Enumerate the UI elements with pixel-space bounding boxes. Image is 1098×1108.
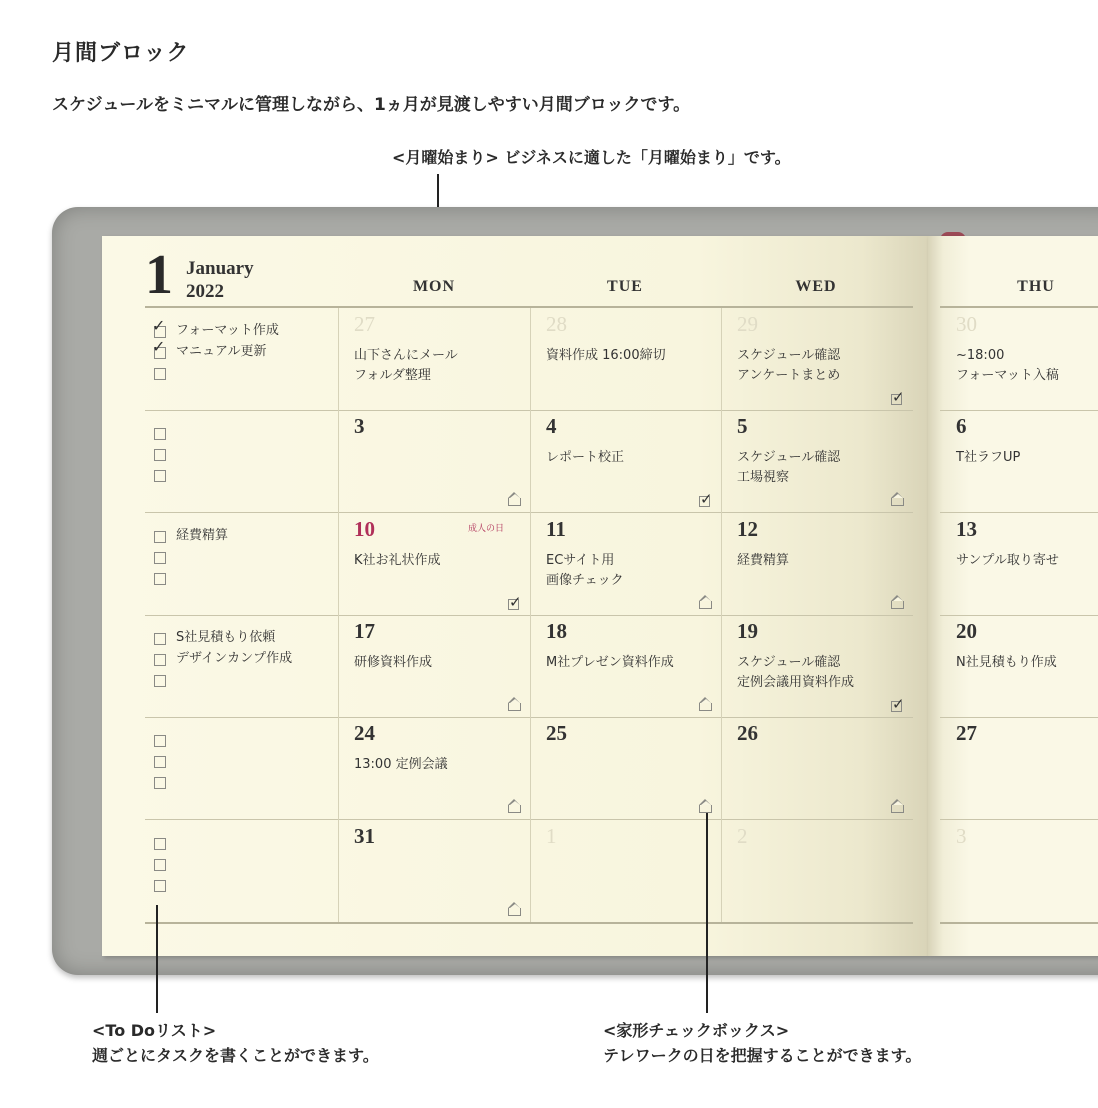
day-date: 4	[546, 414, 557, 438]
todo-checkbox[interactable]	[154, 573, 166, 585]
day-note: N社見積もり作成	[956, 655, 1057, 670]
todo-checkbox[interactable]	[154, 428, 166, 440]
week-rule-right	[940, 922, 1098, 924]
day-date: 27	[354, 312, 375, 336]
day-header-thu: THU	[1017, 278, 1055, 295]
todo-checkbox[interactable]	[154, 449, 166, 461]
house-checkbox-icon[interactable]	[508, 703, 521, 711]
day-note: ECサイト用 画像チェック	[546, 553, 624, 588]
house-checkbox-icon[interactable]	[699, 601, 712, 609]
day-date: 25	[546, 721, 567, 745]
day-date: 17	[354, 619, 375, 643]
day-date: 29	[737, 312, 758, 336]
day-note: レポート校正	[546, 450, 625, 465]
column-divider	[530, 308, 531, 922]
callout-line-house	[706, 813, 708, 1013]
todo-checkbox[interactable]	[154, 859, 166, 871]
todo-item: マニュアル更新	[176, 344, 267, 359]
todo-checkbox[interactable]	[154, 368, 166, 380]
day-note: K社お礼状作成	[354, 553, 441, 568]
day-date: 24	[354, 721, 375, 745]
header-rule-right	[940, 306, 1098, 308]
day-note: 資料作成 16:00締切	[546, 348, 666, 363]
day-note: ~18:00 フォーマット入稿	[956, 348, 1059, 383]
house-checkbox-icon[interactable]	[699, 703, 712, 711]
todo-checkbox[interactable]	[154, 777, 166, 789]
week-rule-right	[940, 410, 1098, 411]
day-date: 11	[546, 517, 566, 541]
week-rule-right	[940, 819, 1098, 820]
day-date: 31	[354, 824, 375, 848]
planner-right-page	[928, 236, 1098, 956]
day-note: 山下さんにメール フォルダ整理	[354, 348, 458, 383]
checkmark-icon: ✓	[892, 695, 905, 713]
week-rule	[145, 410, 913, 411]
week-rule	[145, 512, 913, 513]
house-checkbox-icon[interactable]	[891, 805, 904, 813]
day-date: 2	[737, 824, 748, 848]
day-header-wed: WED	[795, 278, 837, 295]
month-name: January	[186, 258, 254, 279]
checkmark-icon: ✓	[509, 593, 522, 611]
todo-item: デザインカンプ作成	[176, 651, 293, 666]
column-divider	[338, 308, 339, 922]
day-header-mon: MON	[412, 278, 456, 295]
house-checkbox-icon[interactable]	[508, 805, 521, 813]
telework-checkbox[interactable]	[891, 695, 905, 713]
day-date: 27	[956, 721, 977, 745]
day-date: 1	[546, 824, 557, 848]
todo-checkbox[interactable]	[154, 552, 166, 564]
week-rule	[145, 717, 913, 718]
day-note: 研修資料作成	[354, 655, 433, 670]
todo-item: S社見積もり依頼	[176, 630, 276, 645]
todo-item: フォーマット作成	[176, 323, 279, 338]
header-rule	[145, 306, 913, 308]
house-callout-title: <家形チェックボックス>	[603, 1021, 790, 1040]
day-date: 3	[956, 824, 967, 848]
week-rule	[145, 615, 913, 616]
day-date: 19	[737, 619, 758, 643]
day-note: T社ラフUP	[956, 450, 1021, 465]
column-divider	[721, 308, 722, 922]
day-note: スケジュール確認 アンケートまとめ	[737, 348, 841, 383]
holiday-label: 成人の日	[468, 524, 505, 534]
month-number: 1	[145, 244, 173, 306]
checkmark-icon: ✓	[700, 490, 713, 508]
house-checkbox-icon[interactable]	[891, 498, 904, 506]
todo-checkbox[interactable]	[154, 531, 166, 543]
checkmark-icon: ✓	[892, 388, 905, 406]
page-subtitle: スケジュールをミニマルに管理しながら、1ヵ月が見渡しやすい月間ブロックです。	[52, 95, 691, 115]
week-rule-right	[940, 615, 1098, 616]
week-rule	[145, 922, 913, 924]
house-checkbox-icon[interactable]	[508, 908, 521, 916]
day-date: 26	[737, 721, 758, 745]
day-date: 5	[737, 414, 748, 438]
house-checkbox-icon[interactable]	[508, 498, 521, 506]
day-date: 18	[546, 619, 567, 643]
day-note: 13:00 定例会議	[354, 757, 448, 772]
day-date: 10	[354, 517, 375, 541]
todo-checkbox[interactable]	[154, 675, 166, 687]
year-label: 2022	[186, 281, 224, 302]
todo-checkmark-icon: ✓	[152, 337, 166, 356]
week-rule	[145, 819, 913, 820]
todo-callout-title: <To Doリスト>	[92, 1021, 217, 1040]
house-callout-desc: テレワークの日を把握することができます。	[603, 1046, 922, 1065]
week-rule-right	[940, 512, 1098, 513]
day-header-tue: TUE	[607, 278, 643, 295]
day-note: スケジュール確認 工場視察	[737, 450, 841, 485]
day-note: M社プレゼン資料作成	[546, 655, 674, 670]
todo-checkbox[interactable]	[154, 756, 166, 768]
todo-checkbox[interactable]	[154, 735, 166, 747]
telework-checkbox[interactable]	[699, 490, 713, 508]
week-rule-right	[940, 717, 1098, 718]
day-date: 6	[956, 414, 967, 438]
todo-checkbox[interactable]	[154, 633, 166, 645]
house-checkbox-icon[interactable]	[891, 601, 904, 609]
house-checkbox-icon[interactable]	[699, 805, 712, 813]
todo-checkbox[interactable]	[154, 654, 166, 666]
day-date: 20	[956, 619, 977, 643]
todo-checkbox[interactable]	[154, 470, 166, 482]
day-date: 30	[956, 312, 977, 336]
todo-checkbox[interactable]	[154, 838, 166, 850]
day-date: 12	[737, 517, 758, 541]
callout-line-todo	[156, 905, 158, 1013]
telework-checkbox[interactable]	[891, 388, 905, 406]
page-title: 月間ブロック	[52, 41, 190, 66]
day-date: 13	[956, 517, 977, 541]
day-note: スケジュール確認 定例会議用資料作成	[737, 655, 855, 690]
todo-callout	[92, 1018, 379, 1068]
todo-checkmark-icon: ✓	[152, 316, 166, 335]
monday-start-callout: <月曜始まり> ビジネスに適した「月曜始まり」です。	[392, 148, 791, 167]
todo-item: 経費精算	[176, 528, 229, 543]
day-note: サンプル取り寄せ	[956, 553, 1059, 568]
todo-checkbox[interactable]	[154, 880, 166, 892]
day-date: 3	[354, 414, 365, 438]
house-checkbox-callout	[603, 1018, 921, 1068]
day-date: 28	[546, 312, 567, 336]
day-note: 経費精算	[737, 553, 790, 568]
telework-checkbox[interactable]	[508, 593, 522, 611]
todo-callout-desc: 週ごとにタスクを書くことができます。	[92, 1046, 379, 1065]
